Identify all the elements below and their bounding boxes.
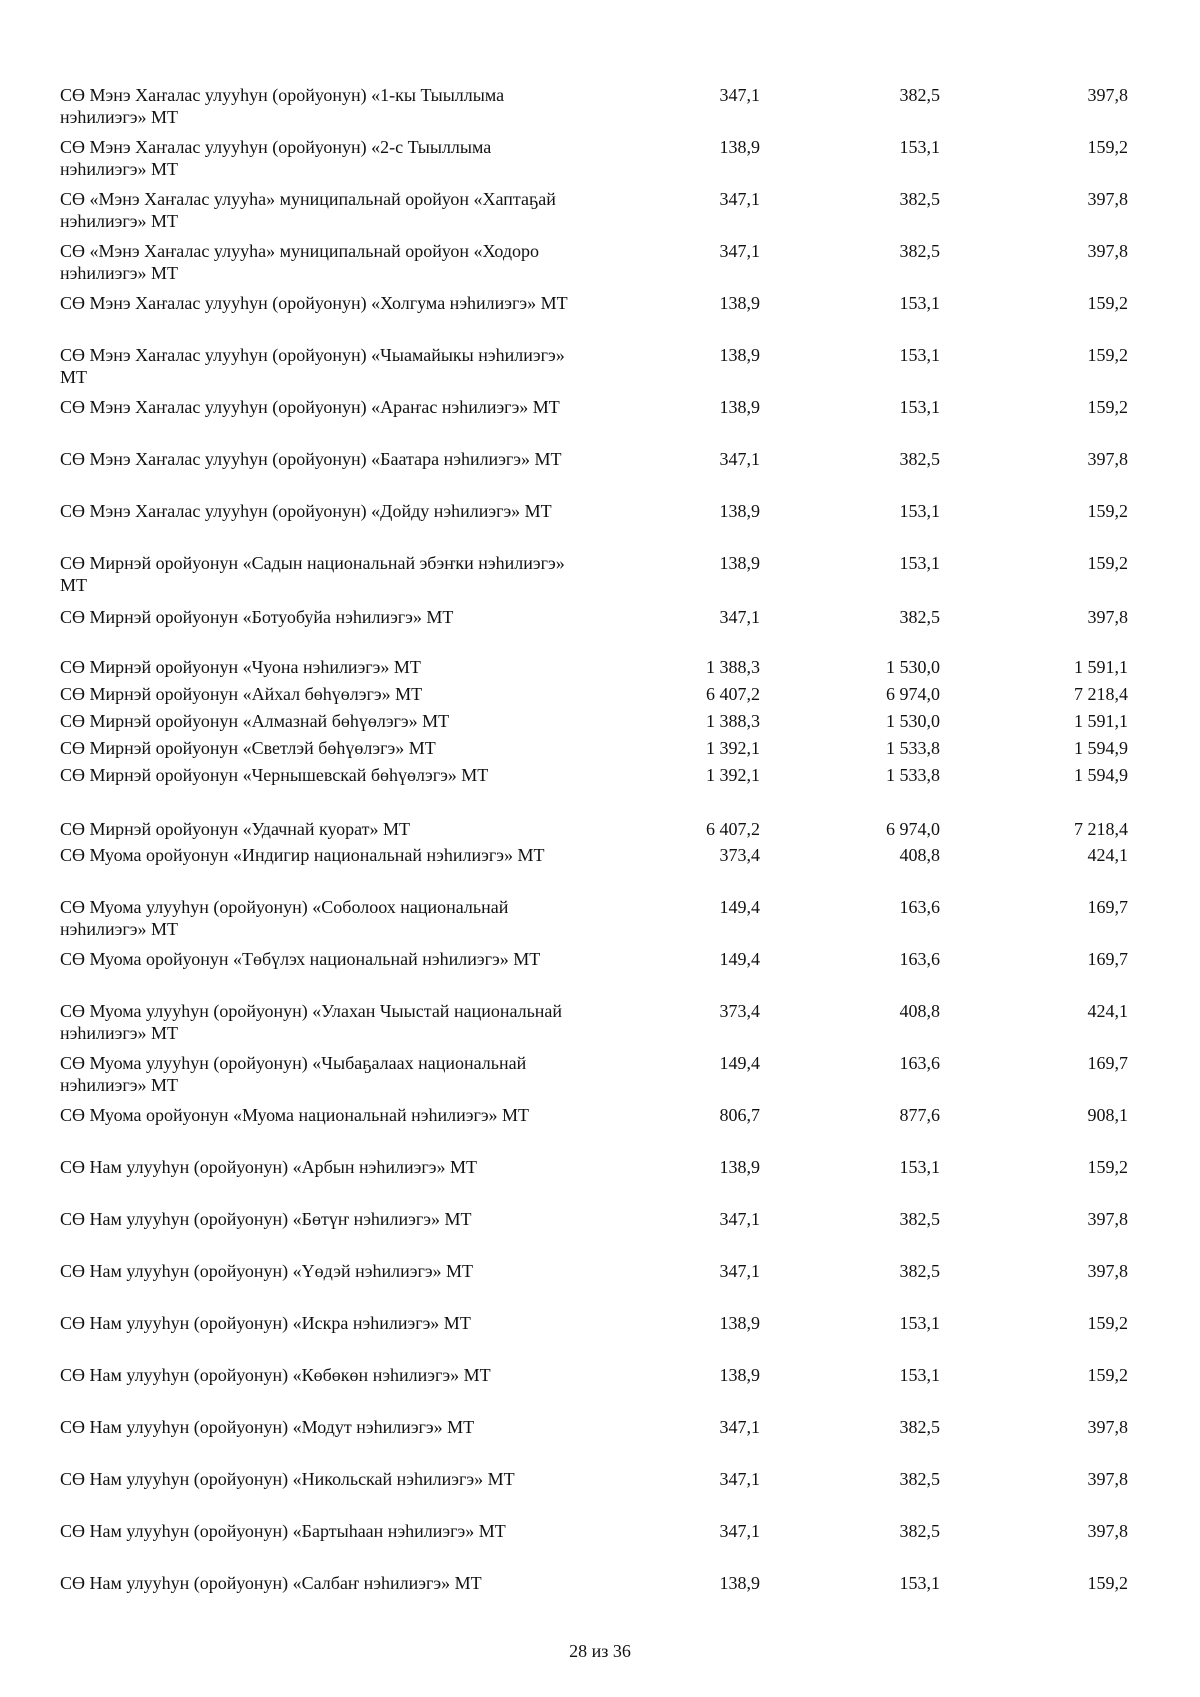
row-value-v1: 1 388,3 xyxy=(706,657,760,677)
page-number: 28 из 36 xyxy=(569,1641,631,1661)
row-value-v3: 1 591,1 xyxy=(1074,711,1128,731)
row-value-v2: 153,1 xyxy=(899,1365,940,1385)
row-value-v1: 347,1 xyxy=(719,241,760,261)
row-name: СӨ Муома улууһун (оройуонун) «Соболоох национальнай нэһилиэгэ» МТ xyxy=(60,897,509,939)
row-value-v3: 159,2 xyxy=(1087,137,1128,157)
row-name: СӨ Нам улууһун (оройуонун) «Арбын нэһилиэгэ» МТ xyxy=(60,1157,477,1177)
row-name: СӨ Мирнэй оройуонун «Ботуобуйа нэһилиэгэ» МТ xyxy=(60,607,454,627)
row-value-v3: 159,2 xyxy=(1087,397,1128,417)
row-value-v1: 347,1 xyxy=(719,449,760,469)
row-value-v1: 138,9 xyxy=(719,1365,760,1385)
row-value-v1: 347,1 xyxy=(719,189,760,209)
row-value-v2: 382,5 xyxy=(899,1469,940,1489)
row-value-v2: 153,1 xyxy=(899,1313,940,1333)
row-name: СӨ Муома оройуонун «Индигир национальнай нэһилиэгэ» МТ xyxy=(60,845,545,865)
row-value-v3: 397,8 xyxy=(1087,607,1128,627)
row-name: СӨ Мирнэй оройуонун «Айхал бөһүөлэгэ» МТ xyxy=(60,684,423,704)
row-value-v1: 373,4 xyxy=(719,1001,760,1021)
row-name: СӨ Нам улууһун (оройуонун) «Салбаҥ нэһилиэгэ» МТ xyxy=(60,1573,482,1593)
row-value-v2: 153,1 xyxy=(899,345,940,365)
row-value-v2: 6 974,0 xyxy=(886,684,940,704)
row-value-v1: 347,1 xyxy=(719,1209,760,1229)
row-name: СӨ Нам улууһун (оройуонун) «Никольскай нэһилиэгэ» МТ xyxy=(60,1469,515,1489)
row-value-v1: 138,9 xyxy=(719,397,760,417)
row-value-v1: 6 407,2 xyxy=(706,684,760,704)
row-value-v2: 153,1 xyxy=(899,397,940,417)
row-value-v3: 424,1 xyxy=(1087,1001,1128,1021)
row-value-v1: 149,4 xyxy=(719,1053,760,1073)
row-value-v3: 397,8 xyxy=(1087,189,1128,209)
row-name: СӨ Мирнэй оройуонун «Удачнай куорат» МТ xyxy=(60,819,410,839)
row-value-v2: 382,5 xyxy=(899,607,940,627)
row-value-v2: 163,6 xyxy=(899,949,940,969)
row-value-v1: 1 388,3 xyxy=(706,711,760,731)
row-value-v3: 397,8 xyxy=(1087,449,1128,469)
row-value-v1: 138,9 xyxy=(719,501,760,521)
row-value-v3: 397,8 xyxy=(1087,85,1128,105)
row-name: СӨ «Мэнэ Хаҥалас улууһа» муниципальнай оройуон «Хаптаҕай нэһилиэгэ» МТ xyxy=(60,189,556,231)
row-value-v2: 382,5 xyxy=(899,1521,940,1541)
row-value-v3: 7 218,4 xyxy=(1074,684,1128,704)
row-value-v2: 153,1 xyxy=(899,137,940,157)
row-name: СӨ Нам улууһун (оройуонун) «Бартыһаан нэһилиэгэ» МТ xyxy=(60,1521,506,1541)
row-value-v1: 6 407,2 xyxy=(706,819,760,839)
row-value-v1: 347,1 xyxy=(719,1417,760,1437)
row-value-v2: 408,8 xyxy=(899,1001,940,1021)
row-name: СӨ Муома оройуонун «Муома национальнай нэһилиэгэ» МТ xyxy=(60,1105,530,1125)
row-name: СӨ Мирнэй оройуонун «Чернышевскай бөһүөлэгэ» МТ xyxy=(60,765,489,785)
row-value-v3: 1 594,9 xyxy=(1074,738,1128,758)
row-name: СӨ Муома оройуонун «Төбүлэх национальнай нэһилиэгэ» МТ xyxy=(60,949,541,969)
row-value-v2: 382,5 xyxy=(899,85,940,105)
row-value-v2: 1 530,0 xyxy=(886,711,940,731)
row-value-v3: 908,1 xyxy=(1087,1105,1128,1125)
row-value-v2: 382,5 xyxy=(899,449,940,469)
row-name: СӨ Нам улууһун (оройуонун) «Үөдэй нэһилиэгэ» МТ xyxy=(60,1261,474,1281)
row-value-v2: 382,5 xyxy=(899,241,940,261)
row-name: СӨ Мирнэй оройуонун «Алмазнай бөһүөлэгэ» МТ xyxy=(60,711,450,731)
row-value-v3: 159,2 xyxy=(1087,1573,1128,1593)
row-value-v3: 169,7 xyxy=(1087,897,1128,917)
row-value-v2: 408,8 xyxy=(899,845,940,865)
row-value-v1: 138,9 xyxy=(719,553,760,573)
row-value-v1: 373,4 xyxy=(719,845,760,865)
row-value-v3: 159,2 xyxy=(1087,345,1128,365)
row-value-v1: 149,4 xyxy=(719,897,760,917)
row-name: СӨ Мэнэ Хаҥалас улууһун (оройуонун) «Чыамайыкы нэһилиэгэ» МТ xyxy=(60,345,565,387)
row-value-v1: 149,4 xyxy=(719,949,760,969)
row-value-v2: 153,1 xyxy=(899,501,940,521)
row-name: СӨ Мэнэ Хаҥалас улууһун (оройуонун) «Араҥас нэһилиэгэ» МТ xyxy=(60,397,560,417)
row-name: СӨ Муома улууһун (оройуонун) «Чыбаҕалаах национальнай нэһилиэгэ» МТ xyxy=(60,1053,527,1095)
row-name: СӨ Муома улууһун (оройуонун) «Улахан Чыыстай национальнай нэһилиэгэ» МТ xyxy=(60,1001,563,1043)
row-value-v3: 169,7 xyxy=(1087,1053,1128,1073)
row-value-v2: 153,1 xyxy=(899,1573,940,1593)
row-value-v2: 153,1 xyxy=(899,553,940,573)
row-name: СӨ Мэнэ Хаҥалас улууһун (оройуонун) «1-кы Тыыллыма нэһилиэгэ» МТ xyxy=(60,85,505,127)
row-value-v2: 382,5 xyxy=(899,189,940,209)
row-value-v3: 397,8 xyxy=(1087,241,1128,261)
row-value-v3: 1 591,1 xyxy=(1074,657,1128,677)
row-name: СӨ Нам улууһун (оройуонун) «Бөтүҥ нэһилиэгэ» МТ xyxy=(60,1209,472,1229)
row-value-v1: 138,9 xyxy=(719,137,760,157)
row-value-v2: 1 530,0 xyxy=(886,657,940,677)
row-value-v3: 397,8 xyxy=(1087,1209,1128,1229)
row-name: СӨ Мирнэй оройуонун «Садын национальнай эбэҥки нэһилиэгэ» МТ xyxy=(60,553,565,595)
row-value-v1: 347,1 xyxy=(719,1469,760,1489)
row-value-v3: 159,2 xyxy=(1087,1313,1128,1333)
row-value-v3: 424,1 xyxy=(1087,845,1128,865)
row-value-v2: 153,1 xyxy=(899,293,940,313)
row-value-v2: 382,5 xyxy=(899,1261,940,1281)
row-value-v3: 169,7 xyxy=(1087,949,1128,969)
row-value-v1: 138,9 xyxy=(719,1313,760,1333)
row-value-v2: 163,6 xyxy=(899,897,940,917)
row-value-v1: 1 392,1 xyxy=(706,765,760,785)
row-value-v1: 138,9 xyxy=(719,1157,760,1177)
row-value-v1: 138,9 xyxy=(719,345,760,365)
row-value-v2: 877,6 xyxy=(899,1105,940,1125)
row-name: СӨ Мирнэй оройуонун «Чуона нэһилиэгэ» МТ xyxy=(60,657,421,677)
row-value-v3: 159,2 xyxy=(1087,501,1128,521)
row-name: СӨ Нам улууһун (оройуонун) «Модут нэһилиэгэ» МТ xyxy=(60,1417,475,1437)
row-value-v3: 159,2 xyxy=(1087,1365,1128,1385)
row-value-v1: 347,1 xyxy=(719,607,760,627)
row-value-v1: 806,7 xyxy=(719,1105,760,1125)
row-value-v1: 347,1 xyxy=(719,1261,760,1281)
row-name: СӨ Мэнэ Хаҥалас улууһун (оройуонун) «Баатара нэһилиэгэ» МТ xyxy=(60,449,562,469)
row-value-v3: 7 218,4 xyxy=(1074,819,1128,839)
row-value-v1: 347,1 xyxy=(719,85,760,105)
row-value-v2: 1 533,8 xyxy=(886,765,940,785)
row-value-v1: 1 392,1 xyxy=(706,738,760,758)
row-value-v1: 138,9 xyxy=(719,1573,760,1593)
row-name: СӨ Мирнэй оройуонун «Светлэй бөһүөлэгэ» МТ xyxy=(60,738,436,758)
row-name: СӨ «Мэнэ Хаҥалас улууһа» муниципальнай оройуон «Ходоро нэһилиэгэ» МТ xyxy=(60,241,540,283)
row-value-v3: 159,2 xyxy=(1087,553,1128,573)
row-value-v3: 397,8 xyxy=(1087,1469,1128,1489)
row-name: СӨ Нам улууһун (оройуонун) «Искра нэһилиэгэ» МТ xyxy=(60,1313,471,1333)
row-value-v2: 382,5 xyxy=(899,1209,940,1229)
row-value-v3: 159,2 xyxy=(1087,1157,1128,1177)
row-value-v2: 382,5 xyxy=(899,1417,940,1437)
row-name: СӨ Мэнэ Хаҥалас улууһун (оройуонун) «2-с Тыыллыма нэһилиэгэ» МТ xyxy=(60,137,492,179)
row-name: СӨ Нам улууһун (оройуонун) «Көбөкөн нэһилиэгэ» МТ xyxy=(60,1365,491,1385)
row-value-v1: 347,1 xyxy=(719,1521,760,1541)
row-value-v2: 6 974,0 xyxy=(886,819,940,839)
row-value-v3: 1 594,9 xyxy=(1074,765,1128,785)
row-value-v3: 397,8 xyxy=(1087,1261,1128,1281)
row-value-v3: 397,8 xyxy=(1087,1417,1128,1437)
row-name: СӨ Мэнэ Хаҥалас улууһун (оройуонун) «Дойду нэһилиэгэ» МТ xyxy=(60,501,552,521)
row-value-v2: 153,1 xyxy=(899,1157,940,1177)
row-value-v1: 138,9 xyxy=(719,293,760,313)
row-value-v3: 397,8 xyxy=(1087,1521,1128,1541)
row-value-v2: 163,6 xyxy=(899,1053,940,1073)
row-value-v3: 159,2 xyxy=(1087,293,1128,313)
row-name: СӨ Мэнэ Хаҥалас улууһун (оройуонун) «Холгума нэһилиэгэ» МТ xyxy=(60,293,568,313)
row-value-v2: 1 533,8 xyxy=(886,738,940,758)
